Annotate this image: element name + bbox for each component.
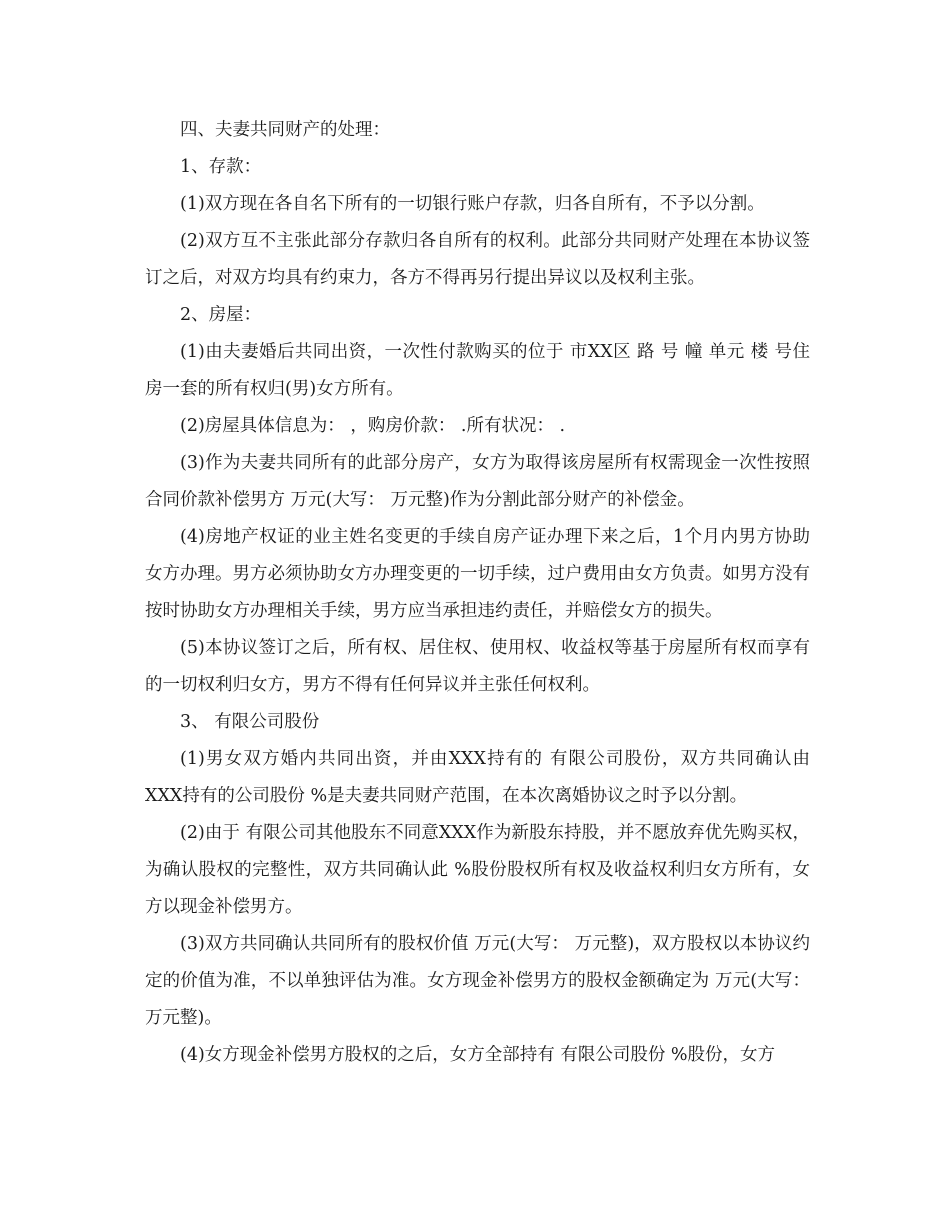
paragraph-shares-1: (1)男女双方婚内共同出资，并由XXX持有的 有限公司股份，双方共同确认由XXX持有的公司股份 %是夫妻共同财产范围，在本次离婚协议之时予以分割。: [145, 749, 810, 806]
subsection-heading-house: 2、房屋：: [180, 305, 262, 325]
section-heading-property: 四、夫妻共同财产的处理：: [180, 120, 390, 140]
document-body: [145, 112, 810, 1074]
paragraph-house-2: (2)房屋具体信息为： ，购房价款： .所有状况： .: [180, 416, 566, 436]
subsection-heading-deposits: 1、存款：: [180, 157, 262, 177]
paragraph-house-1: (1)由夫妻婚后共同出资，一次性付款购买的位于 市XX区 路 号 幢 单元 楼 号住房一套的所有权归(男)女方所有。: [145, 342, 810, 399]
subsection-heading-shares: 3、 有限公司股份: [180, 712, 320, 732]
paragraph-deposits-2: (2)双方互不主张此部分存款归各自所有的权利。此部分共同财产处理在本协议签订之后，对双方均具有约束力，各方不得再另行提出异议以及权利主张。: [145, 231, 810, 288]
paragraph-house-5: (5)本协议签订之后，所有权、居住权、使用权、收益权等基于房屋所有权而享有的一切权利归女方，男方不得有任何异议并主张任何权利。: [145, 638, 810, 695]
paragraph-deposits-1: (1)双方现在各自名下所有的一切银行账户存款，归各自所有，不予以分割。: [180, 194, 765, 214]
paragraph-shares-2: (2)由于 有限公司其他股东不同意XXX作为新股东持股，并不愿放弃优先购买权，为确认股权的完整性，双方共同确认此 %股份股权所有权及收益权利归女方所有，女方以现金补偿男方。: [145, 823, 810, 917]
paragraph-shares-3: (3)双方共同确认共同所有的股权价值 万元(大写： 万元整)，双方股权以本协议约定的价值为准，不以单独评估为准。女方现金补偿男方的股权金额确定为 万元(大写： 万元整)。: [145, 934, 810, 1028]
paragraph-house-3: (3)作为夫妻共同所有的此部分房产，女方为取得该房屋所有权需现金一次性按照合同价款补偿男方 万元(大写： 万元整)作为分割此部分财产的补偿金。: [145, 453, 810, 510]
paragraph-house-4: (4)房地产权证的业主姓名变更的手续自房产证办理下来之后，1个月内男方协助女方办理。男方必须协助女方办理变更的一切手续，过户费用由女方负责。如男方没有按时协助女方办理相关手续，男方应当承担违约责任，并赔偿女方的损失。: [145, 527, 810, 621]
paragraph-shares-4: (4)女方现金补偿男方股权的之后，女方全部持有 有限公司股份 %股份，女方: [180, 1045, 776, 1065]
